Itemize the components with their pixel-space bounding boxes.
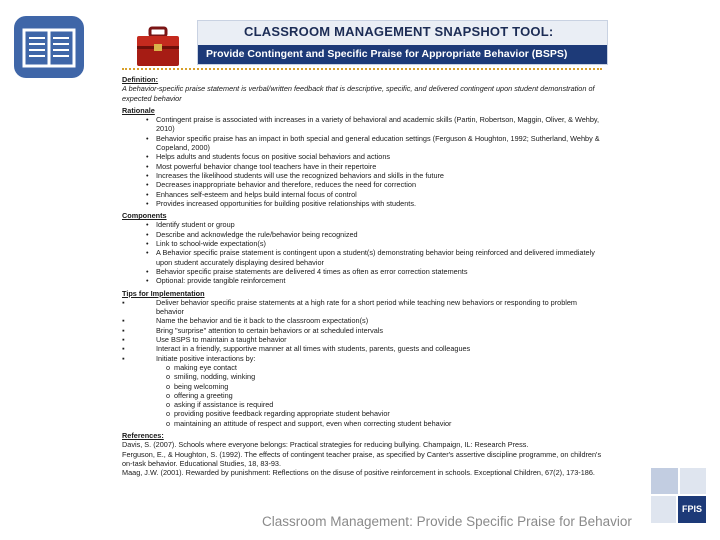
list-item: • Describe and acknowledge the rule/behavior being recognized <box>122 230 606 239</box>
references-heading: References: <box>122 430 164 440</box>
list-item: • Increases the likelihood students will use the recognized behaviors and skills in the future <box>122 171 606 180</box>
snapshot-document <box>118 20 608 540</box>
rationale-list <box>122 115 606 208</box>
tips-list <box>122 298 606 363</box>
list-item: o offering a greeting <box>122 391 606 400</box>
rationale-heading: Rationale <box>122 105 155 115</box>
document-body <box>122 75 606 477</box>
list-item: ▪ Interact in a friendly, supportive manner at all times with students, parents, guests and colleagues <box>122 344 606 353</box>
list-item: o being welcoming <box>122 382 606 391</box>
list-item: o providing positive feedback regarding appropriate student behavior <box>122 409 606 418</box>
tile <box>651 468 678 494</box>
tile <box>680 468 707 494</box>
definition-heading: Definition: <box>122 75 159 84</box>
list-item: • Link to school-wide expectation(s) <box>122 239 606 248</box>
page-subtitle: Provide Contingent and Specific Praise for Appropriate Behavior (BSPS) <box>198 45 607 64</box>
components-list <box>122 220 606 285</box>
slide-caption: Classroom Management: Provide Specific Praise for Behavior <box>262 514 632 529</box>
components-heading: Components <box>122 211 167 221</box>
dotted-divider <box>122 68 602 70</box>
decorative-tiles <box>651 468 706 494</box>
list-item: • A Behavior specific praise statement is contingent upon a student(s) demonstrating behavior being reinforced and delivered immediately upon student accurately displaying desired behavior <box>122 248 606 267</box>
reference-item: Ferguson, E., & Houghton, S. (1992). The effects of contingent teacher praise, as specified by Canter's assertive discipline programme, on children's on-task behavior. Educational Studies, 18, 83-93. <box>122 449 602 468</box>
list-item: ▪ Initiate positive interactions by: <box>122 354 606 363</box>
list-item: • Identify student or group <box>122 220 606 229</box>
list-item: • Contingent praise is associated with increases in a variety of behavioral and academic skills (Partin, Robertson, Maggin, Oliver, & Wehby, 2010) <box>122 115 606 134</box>
list-item: o making eye contact <box>122 363 606 372</box>
list-item: ▪ Name the behavior and tie it back to the classroom expectation(s) <box>122 316 606 325</box>
list-item: o asking if assistance is required <box>122 400 606 409</box>
list-item: • Behavior specific praise has an impact in both special and general education settings (Ferguson & Houghton, 1992; Sutherland, Wehby & Copeland, 2000) <box>122 134 606 153</box>
logo: FPIS <box>678 496 706 523</box>
list-item: ▪ Use BSPS to maintain a taught behavior <box>122 335 606 344</box>
list-item: ▪ Bring "surprise" attention to certain behaviors or at scheduled intervals <box>122 326 606 335</box>
tips-heading: Tips for Implementation <box>122 288 205 298</box>
reference-item: Maag, J.W. (2001). Rewarded by punishment: Reflections on the disuse of positive reinforcement in schools. Exceptional Children, 67(2), 173-186. <box>122 468 595 478</box>
list-item: • Behavior specific praise statements are delivered 4 times as often as error correction statements <box>122 267 606 276</box>
list-item: • Helps adults and students focus on positive social behaviors and actions <box>122 152 606 161</box>
page-title: CLASSROOM MANAGEMENT SNAPSHOT TOOL: <box>244 24 554 39</box>
reference-item: Davis, S. (2007). Schools where everyone belongs: Practical strategies for reducing bullying. Champaign, IL: Research Press. <box>122 440 529 450</box>
book-icon <box>14 16 84 78</box>
list-item: • Optional: provide tangible reinforcement <box>122 276 606 285</box>
interactions-sublist <box>122 363 606 428</box>
list-item: • Provides increased opportunities for building positive relationships with students. <box>122 199 606 208</box>
toolbox-icon <box>134 26 182 68</box>
tile <box>651 496 676 523</box>
list-item: o smiling, nodding, winking <box>122 372 606 381</box>
list-item: • Decreases inappropriate behavior and therefore, reduces the need for correction <box>122 180 606 189</box>
title-banner <box>197 20 608 65</box>
list-item: o maintaining an attitude of respect and support, even when correcting student behavior <box>122 419 606 428</box>
definition-text: A behavior-specific praise statement is verbal/written feedback that is descriptive, specific, and delivered contingent upon student demonstration of expected behavior <box>122 84 595 103</box>
list-item: • Enhances self-esteem and helps build internal focus of control <box>122 190 606 199</box>
list-item: • Most powerful behavior change tool teachers have in their repertoire <box>122 162 606 171</box>
list-item: ▪ Deliver behavior specific praise statements at a high rate for a short period while teaching new behaviors or responding to problem behavior <box>122 298 606 317</box>
